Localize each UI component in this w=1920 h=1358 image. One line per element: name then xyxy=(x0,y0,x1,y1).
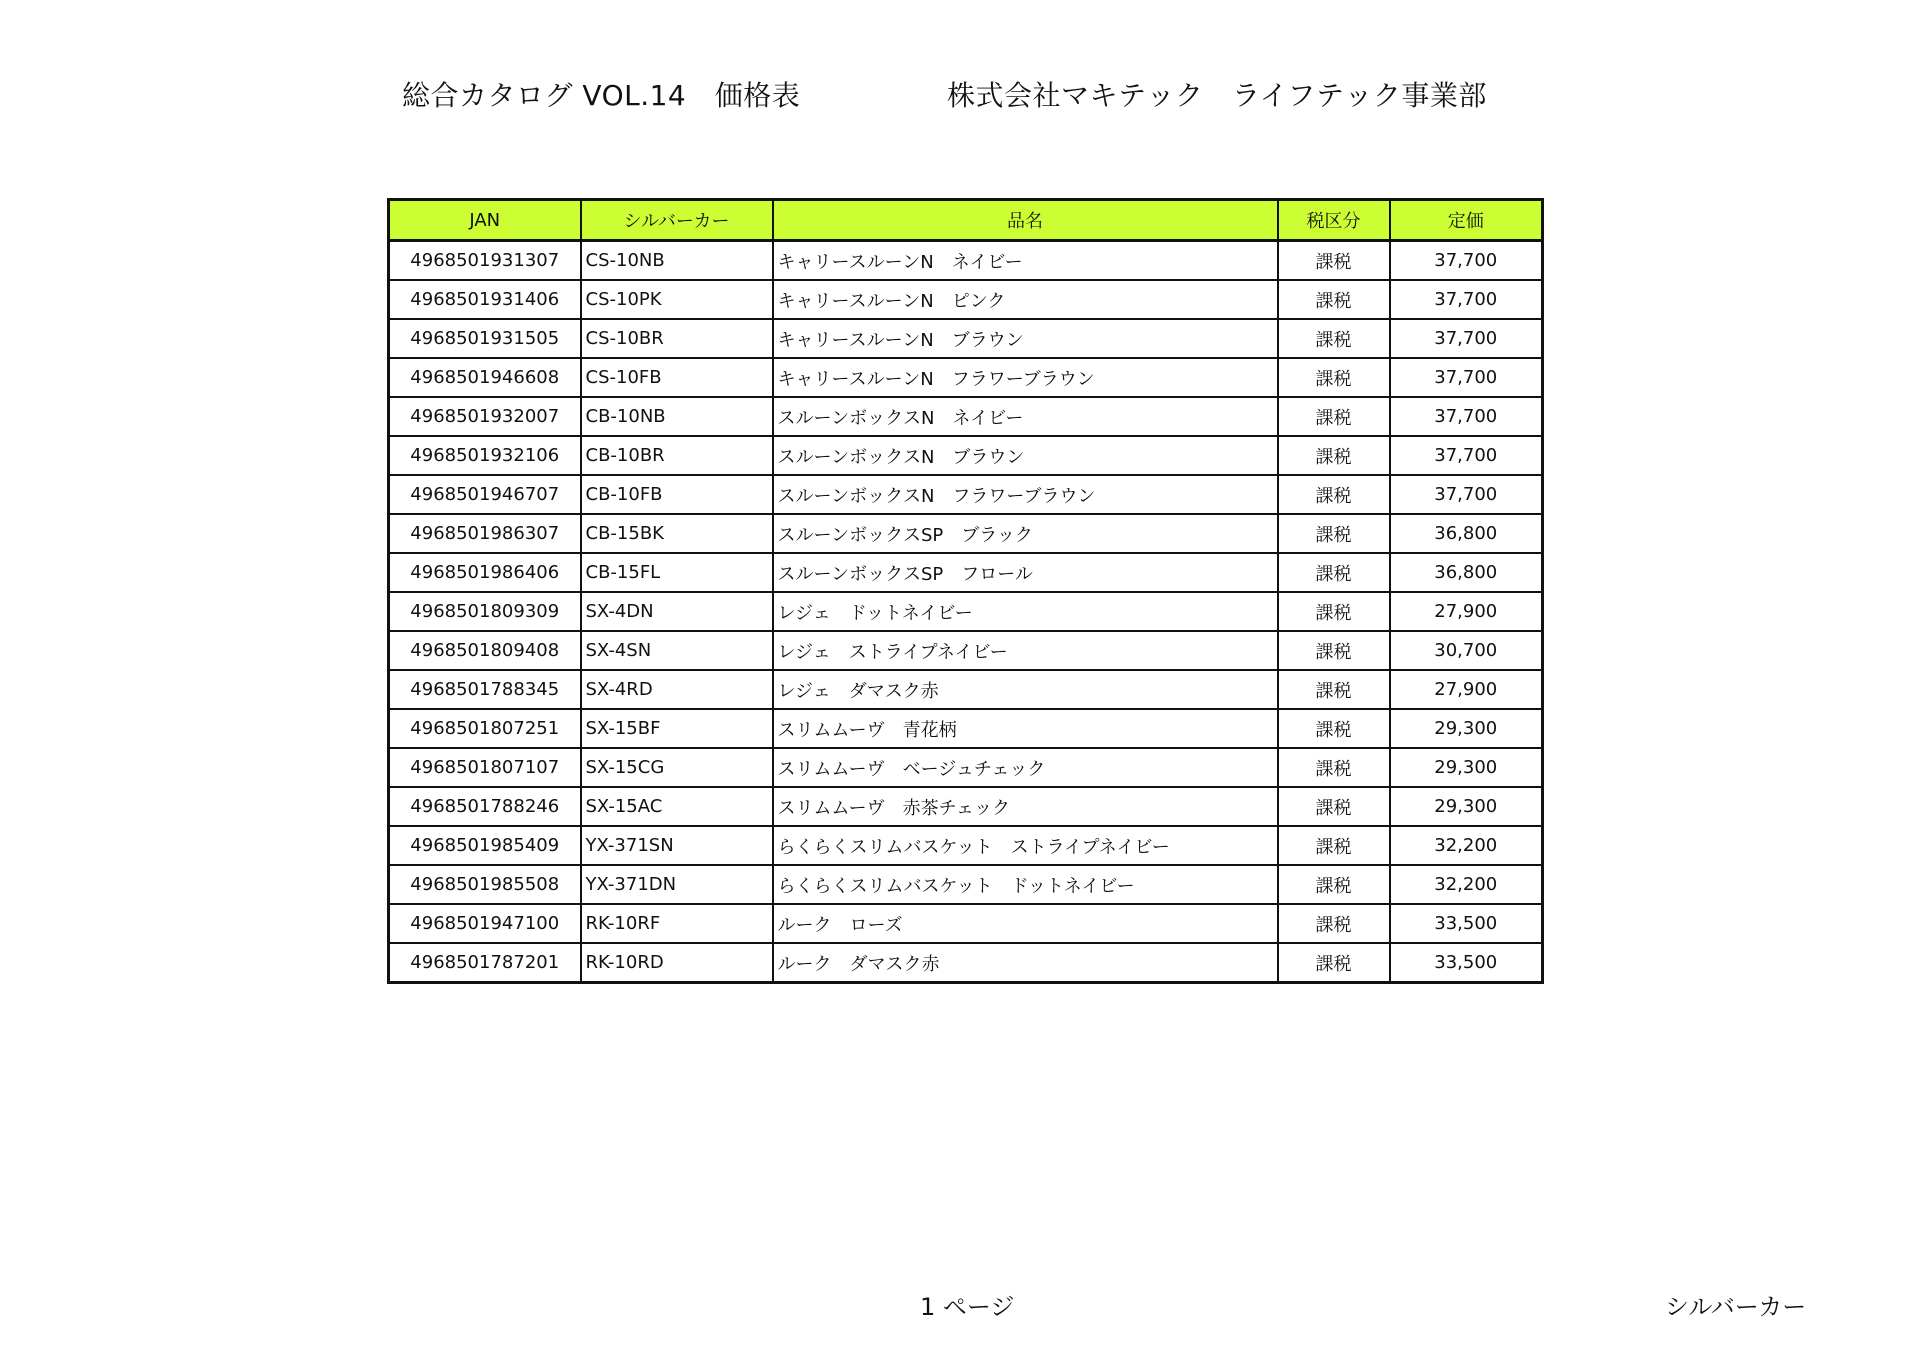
cell-list-price: 36,800 xyxy=(1390,553,1543,592)
cell-tax-class: 課税 xyxy=(1278,592,1390,631)
table-row xyxy=(389,397,1543,436)
cell-jan: 4968501807251 xyxy=(389,709,581,748)
cell-list-price: 36,800 xyxy=(1390,514,1543,553)
table-row xyxy=(389,241,1543,281)
table-row xyxy=(389,709,1543,748)
cell-product-name: レジェ ダマスク赤 xyxy=(773,670,1278,709)
table-row xyxy=(389,592,1543,631)
cell-tax-class: 課税 xyxy=(1278,553,1390,592)
cell-list-price: 32,200 xyxy=(1390,826,1543,865)
cell-model: CS-10NB xyxy=(581,241,773,281)
cell-model: CB-10FB xyxy=(581,475,773,514)
cell-jan: 4968501788345 xyxy=(389,670,581,709)
column-header-model: シルバーカー xyxy=(581,200,773,241)
cell-tax-class: 課税 xyxy=(1278,319,1390,358)
cell-tax-class: 課税 xyxy=(1278,865,1390,904)
cell-jan: 4968501932007 xyxy=(389,397,581,436)
cell-tax-class: 課税 xyxy=(1278,241,1390,281)
cell-list-price: 37,700 xyxy=(1390,280,1543,319)
cell-list-price: 37,700 xyxy=(1390,436,1543,475)
table-row xyxy=(389,319,1543,358)
cell-tax-class: 課税 xyxy=(1278,787,1390,826)
cell-model: SX-15BF xyxy=(581,709,773,748)
cell-jan: 4968501986406 xyxy=(389,553,581,592)
company-name: 株式会社マキテック ライフテック事業部 xyxy=(947,79,1487,112)
cell-list-price: 33,500 xyxy=(1390,904,1543,943)
cell-list-price: 27,900 xyxy=(1390,670,1543,709)
cell-jan: 4968501931406 xyxy=(389,280,581,319)
table-row xyxy=(389,865,1543,904)
cell-model: SX-4RD xyxy=(581,670,773,709)
cell-model: YX-371DN xyxy=(581,865,773,904)
cell-product-name: らくらくスリムバスケット ストライプネイビー xyxy=(773,826,1278,865)
cell-list-price: 29,300 xyxy=(1390,787,1543,826)
cell-model: SX-4DN xyxy=(581,592,773,631)
cell-list-price: 29,300 xyxy=(1390,748,1543,787)
section-label: シルバーカー xyxy=(1665,1293,1807,1321)
table-header-row xyxy=(389,200,1543,241)
table-row xyxy=(389,670,1543,709)
table-row xyxy=(389,475,1543,514)
cell-model: CB-10BR xyxy=(581,436,773,475)
cell-tax-class: 課税 xyxy=(1278,943,1390,983)
cell-product-name: ルーク ローズ xyxy=(773,904,1278,943)
cell-product-name: キャリースルーンN フラワーブラウン xyxy=(773,358,1278,397)
cell-jan: 4968501809309 xyxy=(389,592,581,631)
cell-tax-class: 課税 xyxy=(1278,709,1390,748)
cell-tax-class: 課税 xyxy=(1278,514,1390,553)
page-number: 1 ページ xyxy=(920,1293,1015,1321)
cell-product-name: スリムムーヴ 青花柄 xyxy=(773,709,1278,748)
cell-product-name: スリムムーヴ ベージュチェック xyxy=(773,748,1278,787)
cell-tax-class: 課税 xyxy=(1278,904,1390,943)
cell-jan: 4968501932106 xyxy=(389,436,581,475)
table-row xyxy=(389,787,1543,826)
cell-list-price: 37,700 xyxy=(1390,358,1543,397)
cell-jan: 4968501788246 xyxy=(389,787,581,826)
cell-model: CS-10FB xyxy=(581,358,773,397)
cell-product-name: キャリースルーンN ネイビー xyxy=(773,241,1278,281)
cell-model: SX-4SN xyxy=(581,631,773,670)
cell-list-price: 27,900 xyxy=(1390,592,1543,631)
cell-model: CB-15BK xyxy=(581,514,773,553)
cell-jan: 4968501946608 xyxy=(389,358,581,397)
cell-model: CB-10NB xyxy=(581,397,773,436)
cell-product-name: スルーンボックスSP ブラック xyxy=(773,514,1278,553)
cell-product-name: スルーンボックスN フラワーブラウン xyxy=(773,475,1278,514)
cell-tax-class: 課税 xyxy=(1278,826,1390,865)
cell-jan: 4968501986307 xyxy=(389,514,581,553)
cell-jan: 4968501931505 xyxy=(389,319,581,358)
cell-product-name: らくらくスリムバスケット ドットネイビー xyxy=(773,865,1278,904)
cell-tax-class: 課税 xyxy=(1278,397,1390,436)
cell-tax-class: 課税 xyxy=(1278,631,1390,670)
cell-product-name: スルーンボックスSP フロール xyxy=(773,553,1278,592)
table-row xyxy=(389,436,1543,475)
table-row xyxy=(389,748,1543,787)
cell-product-name: スリムムーヴ 赤茶チェック xyxy=(773,787,1278,826)
cell-list-price: 33,500 xyxy=(1390,943,1543,983)
cell-jan: 4968501946707 xyxy=(389,475,581,514)
cell-tax-class: 課税 xyxy=(1278,280,1390,319)
cell-list-price: 37,700 xyxy=(1390,397,1543,436)
cell-model: RK-10RF xyxy=(581,904,773,943)
cell-tax-class: 課税 xyxy=(1278,670,1390,709)
cell-product-name: レジェ ストライプネイビー xyxy=(773,631,1278,670)
cell-list-price: 37,700 xyxy=(1390,319,1543,358)
table-row xyxy=(389,553,1543,592)
cell-model: RK-10RD xyxy=(581,943,773,983)
cell-list-price: 30,700 xyxy=(1390,631,1543,670)
column-header-list-price: 定価 xyxy=(1390,200,1543,241)
cell-jan: 4968501985508 xyxy=(389,865,581,904)
cell-model: CS-10PK xyxy=(581,280,773,319)
cell-list-price: 29,300 xyxy=(1390,709,1543,748)
cell-list-price: 37,700 xyxy=(1390,241,1543,281)
cell-list-price: 32,200 xyxy=(1390,865,1543,904)
cell-list-price: 37,700 xyxy=(1390,475,1543,514)
cell-model: SX-15CG xyxy=(581,748,773,787)
table-row xyxy=(389,514,1543,553)
cell-product-name: ルーク ダマスク赤 xyxy=(773,943,1278,983)
price-table xyxy=(387,198,1544,984)
cell-tax-class: 課税 xyxy=(1278,436,1390,475)
cell-model: CS-10BR xyxy=(581,319,773,358)
cell-model: YX-371SN xyxy=(581,826,773,865)
cell-jan: 4968501985409 xyxy=(389,826,581,865)
cell-jan: 4968501807107 xyxy=(389,748,581,787)
table-body xyxy=(389,241,1543,983)
column-header-product-name: 品名 xyxy=(773,200,1278,241)
table-row xyxy=(389,358,1543,397)
document-title: 総合カタログ VOL.14 価格表 xyxy=(402,79,801,112)
cell-product-name: スルーンボックスN ブラウン xyxy=(773,436,1278,475)
table-row xyxy=(389,631,1543,670)
cell-tax-class: 課税 xyxy=(1278,748,1390,787)
cell-tax-class: 課税 xyxy=(1278,475,1390,514)
cell-jan: 4968501809408 xyxy=(389,631,581,670)
cell-model: CB-15FL xyxy=(581,553,773,592)
column-header-tax-class: 税区分 xyxy=(1278,200,1390,241)
cell-product-name: スルーンボックスN ネイビー xyxy=(773,397,1278,436)
table-row xyxy=(389,943,1543,983)
table-row xyxy=(389,280,1543,319)
cell-product-name: レジェ ドットネイビー xyxy=(773,592,1278,631)
cell-jan: 4968501931307 xyxy=(389,241,581,281)
cell-product-name: キャリースルーンN ブラウン xyxy=(773,319,1278,358)
cell-tax-class: 課税 xyxy=(1278,358,1390,397)
cell-model: SX-15AC xyxy=(581,787,773,826)
column-header-jan: JAN xyxy=(389,200,581,241)
table-row xyxy=(389,904,1543,943)
cell-jan: 4968501787201 xyxy=(389,943,581,983)
table-row xyxy=(389,826,1543,865)
cell-product-name: キャリースルーンN ピンク xyxy=(773,280,1278,319)
table-header xyxy=(389,200,1543,241)
cell-jan: 4968501947100 xyxy=(389,904,581,943)
